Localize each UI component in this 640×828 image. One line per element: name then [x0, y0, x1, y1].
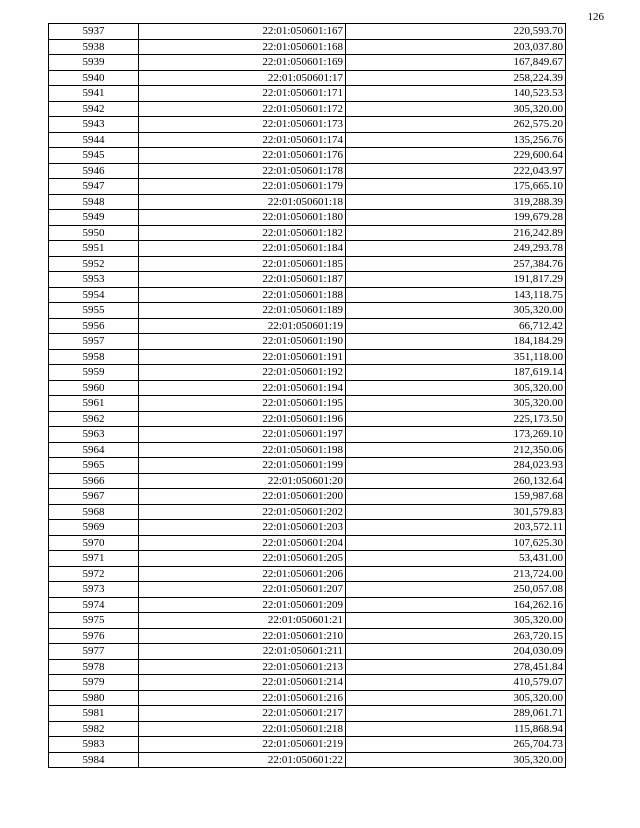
table-row — [49, 535, 566, 551]
data-table — [48, 23, 566, 768]
cadastral-number-cell: 22:01:050601:185 — [139, 256, 346, 272]
cadastral-number-cell: 22:01:050601:17 — [139, 70, 346, 86]
row-number-cell: 5946 — [49, 163, 139, 179]
table-row — [49, 225, 566, 241]
cadastral-number-cell: 22:01:050601:173 — [139, 117, 346, 133]
amount-cell: 216,242.89 — [346, 225, 566, 241]
amount-cell: 173,269.10 — [346, 427, 566, 443]
row-number-cell: 5982 — [49, 721, 139, 737]
table-row — [49, 582, 566, 598]
page-number: 126 — [587, 11, 604, 23]
cadastral-number-cell: 22:01:050601:218 — [139, 721, 346, 737]
amount-cell: 265,704.73 — [346, 737, 566, 753]
row-number-cell: 5954 — [49, 287, 139, 303]
table-row — [49, 210, 566, 226]
cadastral-number-cell: 22:01:050601:180 — [139, 210, 346, 226]
amount-cell: 258,224.39 — [346, 70, 566, 86]
amount-cell: 204,030.09 — [346, 644, 566, 660]
cadastral-number-cell: 22:01:050601:203 — [139, 520, 346, 536]
cadastral-number-cell: 22:01:050601:182 — [139, 225, 346, 241]
table-row — [49, 396, 566, 412]
cadastral-number-cell: 22:01:050601:188 — [139, 287, 346, 303]
table-row — [49, 489, 566, 505]
amount-cell: 187,619.14 — [346, 365, 566, 381]
table-row — [49, 334, 566, 350]
row-number-cell: 5979 — [49, 675, 139, 691]
row-number-cell: 5956 — [49, 318, 139, 334]
table-row — [49, 566, 566, 582]
cadastral-number-cell: 22:01:050601:200 — [139, 489, 346, 505]
row-number-cell: 5984 — [49, 752, 139, 768]
cadastral-number-cell: 22:01:050601:217 — [139, 706, 346, 722]
row-number-cell: 5953 — [49, 272, 139, 288]
row-number-cell: 5983 — [49, 737, 139, 753]
row-number-cell: 5942 — [49, 101, 139, 117]
cadastral-number-cell: 22:01:050601:172 — [139, 101, 346, 117]
cadastral-number-cell: 22:01:050601:205 — [139, 551, 346, 567]
table-row — [49, 752, 566, 768]
table-row — [49, 659, 566, 675]
cadastral-number-cell: 22:01:050601:176 — [139, 148, 346, 164]
amount-cell: 203,572.11 — [346, 520, 566, 536]
row-number-cell: 5969 — [49, 520, 139, 536]
cadastral-number-cell: 22:01:050601:167 — [139, 24, 346, 40]
amount-cell: 175,665.10 — [346, 179, 566, 195]
table-row — [49, 411, 566, 427]
cadastral-number-cell: 22:01:050601:184 — [139, 241, 346, 257]
amount-cell: 229,600.64 — [346, 148, 566, 164]
row-number-cell: 5962 — [49, 411, 139, 427]
table-row — [49, 24, 566, 40]
amount-cell: 225,173.50 — [346, 411, 566, 427]
cadastral-number-cell: 22:01:050601:194 — [139, 380, 346, 396]
row-number-cell: 5949 — [49, 210, 139, 226]
cadastral-number-cell: 22:01:050601:202 — [139, 504, 346, 520]
cadastral-number-cell: 22:01:050601:207 — [139, 582, 346, 598]
row-number-cell: 5944 — [49, 132, 139, 148]
table-row — [49, 132, 566, 148]
table-row — [49, 272, 566, 288]
row-number-cell: 5937 — [49, 24, 139, 40]
amount-cell: 107,625.30 — [346, 535, 566, 551]
table-row — [49, 551, 566, 567]
amount-cell: 164,262.16 — [346, 597, 566, 613]
cadastral-number-cell: 22:01:050601:210 — [139, 628, 346, 644]
amount-cell: 167,849.67 — [346, 55, 566, 71]
table-row — [49, 349, 566, 365]
amount-cell: 143,118.75 — [346, 287, 566, 303]
cadastral-number-cell: 22:01:050601:19 — [139, 318, 346, 334]
table-row — [49, 241, 566, 257]
row-number-cell: 5952 — [49, 256, 139, 272]
table-row — [49, 365, 566, 381]
cadastral-number-cell: 22:01:050601:199 — [139, 458, 346, 474]
table-row — [49, 39, 566, 55]
amount-cell: 305,320.00 — [346, 396, 566, 412]
row-number-cell: 5938 — [49, 39, 139, 55]
table-body — [49, 24, 566, 768]
cadastral-number-cell: 22:01:050601:22 — [139, 752, 346, 768]
table-row — [49, 256, 566, 272]
table-row — [49, 70, 566, 86]
row-number-cell: 5966 — [49, 473, 139, 489]
cadastral-number-cell: 22:01:050601:169 — [139, 55, 346, 71]
table-row — [49, 303, 566, 319]
row-number-cell: 5961 — [49, 396, 139, 412]
amount-cell: 262,575.20 — [346, 117, 566, 133]
table-row — [49, 613, 566, 629]
table-row — [49, 473, 566, 489]
cadastral-number-cell: 22:01:050601:18 — [139, 194, 346, 210]
row-number-cell: 5967 — [49, 489, 139, 505]
row-number-cell: 5976 — [49, 628, 139, 644]
amount-cell: 212,350.06 — [346, 442, 566, 458]
cadastral-number-cell: 22:01:050601:190 — [139, 334, 346, 350]
cadastral-number-cell: 22:01:050601:179 — [139, 179, 346, 195]
table-row — [49, 721, 566, 737]
row-number-cell: 5980 — [49, 690, 139, 706]
cadastral-number-cell: 22:01:050601:214 — [139, 675, 346, 691]
table-row — [49, 458, 566, 474]
cadastral-number-cell: 22:01:050601:168 — [139, 39, 346, 55]
cadastral-number-cell: 22:01:050601:216 — [139, 690, 346, 706]
row-number-cell: 5955 — [49, 303, 139, 319]
cadastral-number-cell: 22:01:050601:174 — [139, 132, 346, 148]
amount-cell: 135,256.76 — [346, 132, 566, 148]
cadastral-number-cell: 22:01:050601:204 — [139, 535, 346, 551]
cadastral-number-cell: 22:01:050601:197 — [139, 427, 346, 443]
row-number-cell: 5959 — [49, 365, 139, 381]
amount-cell: 284,023.93 — [346, 458, 566, 474]
amount-cell: 305,320.00 — [346, 380, 566, 396]
amount-cell: 222,043.97 — [346, 163, 566, 179]
row-number-cell: 5950 — [49, 225, 139, 241]
amount-cell: 140,523.53 — [346, 86, 566, 102]
row-number-cell: 5943 — [49, 117, 139, 133]
table-row — [49, 597, 566, 613]
row-number-cell: 5972 — [49, 566, 139, 582]
amount-cell: 159,987.68 — [346, 489, 566, 505]
table-row — [49, 287, 566, 303]
table-row — [49, 380, 566, 396]
amount-cell: 278,451.84 — [346, 659, 566, 675]
table-row — [49, 427, 566, 443]
table-row — [49, 179, 566, 195]
table-row — [49, 628, 566, 644]
amount-cell: 184,184.29 — [346, 334, 566, 350]
amount-cell: 213,724.00 — [346, 566, 566, 582]
row-number-cell: 5963 — [49, 427, 139, 443]
amount-cell: 305,320.00 — [346, 690, 566, 706]
amount-cell: 191,817.29 — [346, 272, 566, 288]
table-row — [49, 520, 566, 536]
cadastral-number-cell: 22:01:050601:196 — [139, 411, 346, 427]
cadastral-number-cell: 22:01:050601:171 — [139, 86, 346, 102]
amount-cell: 220,593.70 — [346, 24, 566, 40]
row-number-cell: 5958 — [49, 349, 139, 365]
amount-cell: 115,868.94 — [346, 721, 566, 737]
row-number-cell: 5981 — [49, 706, 139, 722]
table-row — [49, 690, 566, 706]
row-number-cell: 5968 — [49, 504, 139, 520]
row-number-cell: 5960 — [49, 380, 139, 396]
amount-cell: 257,384.76 — [346, 256, 566, 272]
row-number-cell: 5965 — [49, 458, 139, 474]
cadastral-number-cell: 22:01:050601:21 — [139, 613, 346, 629]
table-row — [49, 55, 566, 71]
amount-cell: 351,118.00 — [346, 349, 566, 365]
cadastral-number-cell: 22:01:050601:195 — [139, 396, 346, 412]
data-table-container — [48, 23, 565, 768]
cadastral-number-cell: 22:01:050601:219 — [139, 737, 346, 753]
table-row — [49, 163, 566, 179]
amount-cell: 301,579.83 — [346, 504, 566, 520]
amount-cell: 319,288.39 — [346, 194, 566, 210]
row-number-cell: 5939 — [49, 55, 139, 71]
table-row — [49, 148, 566, 164]
row-number-cell: 5977 — [49, 644, 139, 660]
table-row — [49, 101, 566, 117]
amount-cell: 66,712.42 — [346, 318, 566, 334]
row-number-cell: 5957 — [49, 334, 139, 350]
amount-cell: 199,679.28 — [346, 210, 566, 226]
table-row — [49, 194, 566, 210]
row-number-cell: 5975 — [49, 613, 139, 629]
table-row — [49, 442, 566, 458]
table-row — [49, 737, 566, 753]
row-number-cell: 5970 — [49, 535, 139, 551]
cadastral-number-cell: 22:01:050601:187 — [139, 272, 346, 288]
cadastral-number-cell: 22:01:050601:198 — [139, 442, 346, 458]
amount-cell: 249,293.78 — [346, 241, 566, 257]
table-row — [49, 675, 566, 691]
row-number-cell: 5940 — [49, 70, 139, 86]
row-number-cell: 5971 — [49, 551, 139, 567]
cadastral-number-cell: 22:01:050601:20 — [139, 473, 346, 489]
table-row — [49, 117, 566, 133]
cadastral-number-cell: 22:01:050601:189 — [139, 303, 346, 319]
table-row — [49, 86, 566, 102]
table-row — [49, 504, 566, 520]
row-number-cell: 5951 — [49, 241, 139, 257]
amount-cell: 305,320.00 — [346, 752, 566, 768]
cadastral-number-cell: 22:01:050601:213 — [139, 659, 346, 675]
amount-cell: 53,431.00 — [346, 551, 566, 567]
amount-cell: 203,037.80 — [346, 39, 566, 55]
table-row — [49, 318, 566, 334]
cadastral-number-cell: 22:01:050601:209 — [139, 597, 346, 613]
row-number-cell: 5973 — [49, 582, 139, 598]
table-row — [49, 706, 566, 722]
amount-cell: 305,320.00 — [346, 613, 566, 629]
row-number-cell: 5974 — [49, 597, 139, 613]
cadastral-number-cell: 22:01:050601:191 — [139, 349, 346, 365]
cadastral-number-cell: 22:01:050601:178 — [139, 163, 346, 179]
row-number-cell: 5948 — [49, 194, 139, 210]
cadastral-number-cell: 22:01:050601:211 — [139, 644, 346, 660]
row-number-cell: 5964 — [49, 442, 139, 458]
amount-cell: 289,061.71 — [346, 706, 566, 722]
row-number-cell: 5941 — [49, 86, 139, 102]
amount-cell: 260,132.64 — [346, 473, 566, 489]
amount-cell: 305,320.00 — [346, 303, 566, 319]
amount-cell: 410,579.07 — [346, 675, 566, 691]
row-number-cell: 5947 — [49, 179, 139, 195]
amount-cell: 305,320.00 — [346, 101, 566, 117]
cadastral-number-cell: 22:01:050601:206 — [139, 566, 346, 582]
amount-cell: 263,720.15 — [346, 628, 566, 644]
amount-cell: 250,057.08 — [346, 582, 566, 598]
row-number-cell: 5978 — [49, 659, 139, 675]
table-row — [49, 644, 566, 660]
cadastral-number-cell: 22:01:050601:192 — [139, 365, 346, 381]
row-number-cell: 5945 — [49, 148, 139, 164]
